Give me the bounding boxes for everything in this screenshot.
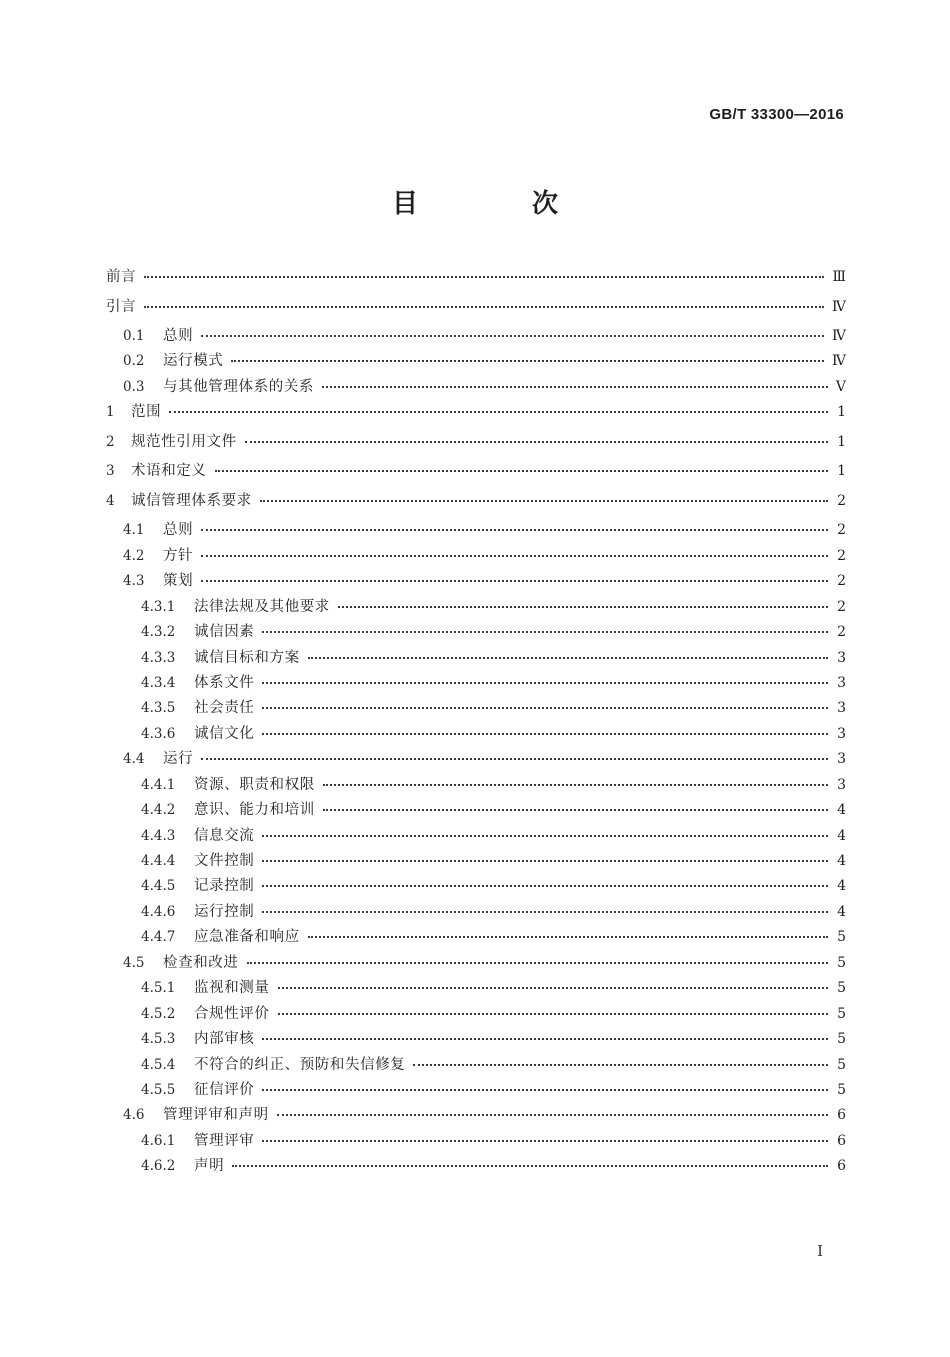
toc-entry-page: 6 [837, 1132, 846, 1149]
toc-entry-number: 2 [106, 433, 115, 450]
dot-leader [201, 334, 824, 337]
toc-entry-title: 文件控制 [194, 853, 255, 869]
toc-entry-page: 3 [837, 725, 846, 742]
toc-entry-title: 意识、能力和培训 [194, 802, 315, 819]
toc-entry-page: 5 [837, 929, 846, 946]
toc-entry[interactable] [106, 375, 846, 400]
toc-entry-page: 2 [837, 522, 846, 539]
toc-entry-page: 2 [837, 573, 846, 590]
dot-leader [338, 605, 828, 608]
toc-entry-page: 3 [837, 776, 846, 793]
toc-entry-title: 总则 [163, 522, 194, 539]
dot-leader [278, 1012, 829, 1015]
dot-leader [262, 732, 828, 735]
toc-entry-number: 4.6.2 [141, 1158, 176, 1175]
toc-entry-title: 征信评价 [194, 1081, 255, 1098]
toc-entry-number: 4.6.1 [141, 1132, 176, 1149]
toc-entry[interactable] [106, 544, 846, 569]
toc-entry-title: 方针 [163, 547, 194, 564]
toc-entry-number: 4.4.6 [141, 903, 176, 920]
toc-entry-page: 4 [837, 827, 846, 844]
toc-entry[interactable] [106, 747, 846, 772]
toc-entry-page: 5 [837, 980, 846, 997]
dot-leader [201, 528, 828, 531]
dot-leader [413, 1063, 828, 1066]
toc-entry-page: Ⅳ [832, 328, 846, 344]
toc-entry-number: 4.5.5 [141, 1081, 176, 1098]
toc-entry[interactable] [106, 925, 846, 950]
dot-leader [201, 554, 828, 557]
toc-entry-title: 不符合的纠正、预防和失信修复 [194, 1056, 406, 1073]
dot-leader [262, 706, 828, 709]
toc-entry-page: 4 [837, 878, 846, 895]
dot-leader [215, 469, 829, 472]
toc-entry-page: 4 [837, 853, 846, 869]
toc-entry-page: Ⅴ [835, 378, 846, 395]
toc-entry-number: 4.5.3 [141, 1031, 176, 1048]
toc-entry-number: 1 [106, 404, 115, 421]
toc-entry-title: 资源、职责和权限 [194, 776, 315, 793]
toc-entry-page: 5 [837, 1056, 846, 1073]
dot-leader [262, 630, 828, 633]
toc-entry-number: 4.5.2 [141, 1005, 176, 1022]
toc-entry-number: 4.3.1 [141, 598, 176, 615]
toc-entry[interactable] [106, 1103, 846, 1128]
toc-entry[interactable] [106, 400, 846, 430]
dot-leader [245, 440, 828, 443]
toc-entry-page: 4 [837, 802, 846, 819]
dot-leader [308, 935, 828, 938]
toc-entry-page: Ⅳ [832, 353, 846, 370]
toc-entry-title: 运行模式 [163, 353, 224, 370]
toc-entry-title: 检查和改进 [163, 954, 239, 971]
toc-entry-title: 管理评审 [194, 1132, 255, 1149]
toc-entry-number: 4.3.3 [141, 649, 176, 666]
toc-entry[interactable] [106, 569, 846, 594]
toc-entry-page: Ⅲ [832, 269, 846, 285]
dot-leader [260, 499, 828, 502]
toc-entry[interactable] [106, 1002, 846, 1027]
dot-leader [308, 656, 828, 659]
toc-entry-number: 3 [106, 463, 115, 480]
toc-entry-title: 诚信目标和方案 [194, 649, 300, 666]
toc-entry-title: 内部审核 [194, 1031, 255, 1048]
toc-entry[interactable] [106, 773, 846, 798]
toc-entry[interactable] [106, 295, 846, 325]
dot-leader [262, 1139, 828, 1142]
toc-entry[interactable] [106, 849, 846, 874]
dot-leader [169, 410, 828, 413]
dot-leader [247, 961, 829, 964]
toc-entry-page: 1 [837, 433, 846, 450]
toc-entry-title: 记录控制 [194, 878, 255, 895]
toc-entry-page: 2 [837, 624, 846, 641]
toc-entry-title: 范围 [131, 404, 162, 421]
toc-entry[interactable] [106, 430, 846, 460]
dot-leader [262, 834, 828, 837]
toc-entry-number: 4.4.7 [141, 929, 176, 946]
dot-leader [144, 275, 824, 278]
toc-entry-page: 5 [837, 1081, 846, 1098]
toc-entry-page: 5 [837, 1031, 846, 1048]
toc-entry-number: 4.4.4 [141, 853, 176, 869]
standard-number: GB/T 33300—2016 [709, 106, 844, 123]
dot-leader [323, 808, 828, 811]
toc-entry-title: 前言 [106, 269, 137, 285]
toc-entry-title: 术语和定义 [131, 463, 207, 480]
toc-entry-number: 0.2 [123, 353, 145, 370]
toc-entry-number: 4.3 [123, 573, 145, 590]
toc-entry-page: 4 [837, 903, 846, 920]
toc-entry-page: 5 [837, 1005, 846, 1022]
page-number: Ⅰ [817, 1242, 823, 1260]
toc-entry[interactable] [106, 798, 846, 823]
toc-entry-page: 6 [837, 1107, 846, 1124]
toc-entry-title: 引言 [106, 298, 137, 315]
toc-entry-title: 信息交流 [194, 827, 255, 844]
toc-entry-number: 4.1 [123, 522, 145, 539]
toc-entry[interactable] [106, 824, 846, 849]
toc-entry-title: 运行 [163, 751, 194, 768]
toc-entry-number: 4.5.4 [141, 1056, 176, 1073]
toc-entry-number: 4.5 [123, 954, 145, 971]
toc-entry[interactable] [106, 620, 846, 645]
dot-leader [262, 1088, 828, 1091]
toc-entry[interactable] [106, 646, 846, 671]
toc-entry-number: 4.4 [123, 751, 145, 768]
toc-entry-page: 2 [837, 492, 846, 509]
toc-entry-page: 5 [837, 954, 846, 971]
toc-entry-page: 3 [837, 700, 846, 717]
dot-leader [262, 910, 828, 913]
toc-entry-number: 0.3 [123, 378, 145, 395]
toc-entry[interactable] [106, 900, 846, 925]
toc-entry[interactable] [106, 324, 846, 349]
toc-entry-page: 2 [837, 598, 846, 615]
toc-entry[interactable] [106, 265, 846, 295]
toc-entry-page: 6 [837, 1158, 846, 1175]
toc-entry[interactable] [106, 1053, 846, 1078]
toc-entry-page: 3 [837, 751, 846, 768]
dot-leader [323, 783, 828, 786]
toc-entry-number: 0.1 [123, 328, 145, 344]
toc-entry[interactable] [106, 1078, 846, 1103]
toc-entry[interactable] [106, 874, 846, 899]
toc-entry-title: 规范性引用文件 [131, 433, 237, 450]
toc-entry-title: 与其他管理体系的关系 [163, 378, 314, 395]
toc-entry-page: 1 [837, 404, 846, 421]
toc-entry[interactable] [106, 1027, 846, 1052]
toc-entry-number: 4.4.1 [141, 776, 176, 793]
toc-entry-number: 4.4.5 [141, 878, 176, 895]
toc-entry[interactable] [106, 1129, 846, 1154]
toc-entry-title: 法律法规及其他要求 [194, 598, 330, 615]
toc-entry-title: 诚信文化 [194, 725, 255, 742]
toc-entry-page: 1 [837, 463, 846, 480]
toc-entry-page: 3 [837, 649, 846, 666]
toc-entry-page: Ⅳ [832, 298, 846, 315]
toc-entry-title: 声明 [194, 1158, 225, 1175]
toc-entry[interactable] [106, 951, 846, 976]
toc-entry-number: 4.6 [123, 1107, 145, 1124]
dot-leader [232, 1164, 828, 1167]
toc-entry-title: 运行控制 [194, 903, 255, 920]
toc-entry-number: 4.2 [123, 547, 145, 564]
toc-entry[interactable] [106, 595, 846, 620]
toc-entry-title: 策划 [163, 573, 194, 590]
toc-entry[interactable] [106, 489, 846, 519]
toc-entry[interactable] [106, 349, 846, 374]
toc-entry-number: 4.4.3 [141, 827, 176, 844]
toc-entry-number: 4.3.4 [141, 674, 176, 691]
toc-entry-number: 4.3.5 [141, 700, 176, 717]
dot-leader [262, 1037, 828, 1040]
dot-leader [262, 884, 828, 887]
dot-leader [322, 385, 828, 388]
toc-entry-page: 2 [837, 547, 846, 564]
toc-entry-title: 合规性评价 [194, 1005, 270, 1022]
toc-entry-number: 4.4.2 [141, 802, 176, 819]
dot-leader [231, 359, 824, 362]
toc-entry[interactable] [106, 696, 846, 721]
toc-entry[interactable] [106, 1154, 846, 1179]
dot-leader [277, 1113, 828, 1116]
dot-leader [201, 757, 828, 760]
toc-entry[interactable] [106, 459, 846, 489]
toc-entry-title: 社会责任 [194, 700, 255, 717]
dot-leader [278, 986, 829, 989]
toc-entry-number: 4.5.1 [141, 980, 176, 997]
toc-entry-title: 总则 [163, 328, 194, 344]
toc-entry-number: 4.3.6 [141, 725, 176, 742]
toc-entry-title: 应急准备和响应 [194, 929, 300, 946]
dot-leader [262, 681, 828, 684]
toc-entry[interactable] [106, 976, 846, 1001]
toc-entry-page: 3 [837, 674, 846, 691]
toc-title: 目 次 [391, 189, 602, 219]
toc-entry[interactable] [106, 671, 846, 696]
dot-leader [144, 305, 824, 308]
table-of-contents [106, 265, 846, 1180]
toc-entry-title: 诚信管理体系要求 [131, 492, 252, 509]
toc-entry-title: 管理评审和声明 [163, 1107, 269, 1124]
toc-entry[interactable] [106, 518, 846, 543]
toc-entry-number: 4 [106, 492, 115, 509]
toc-entry[interactable] [106, 722, 846, 747]
toc-entry-number: 4.3.2 [141, 624, 176, 641]
toc-entry-title: 监视和测量 [194, 980, 270, 997]
toc-entry-title: 诚信因素 [194, 624, 255, 641]
dot-leader [262, 859, 828, 862]
dot-leader [201, 579, 828, 582]
toc-entry-title: 体系文件 [194, 674, 255, 691]
